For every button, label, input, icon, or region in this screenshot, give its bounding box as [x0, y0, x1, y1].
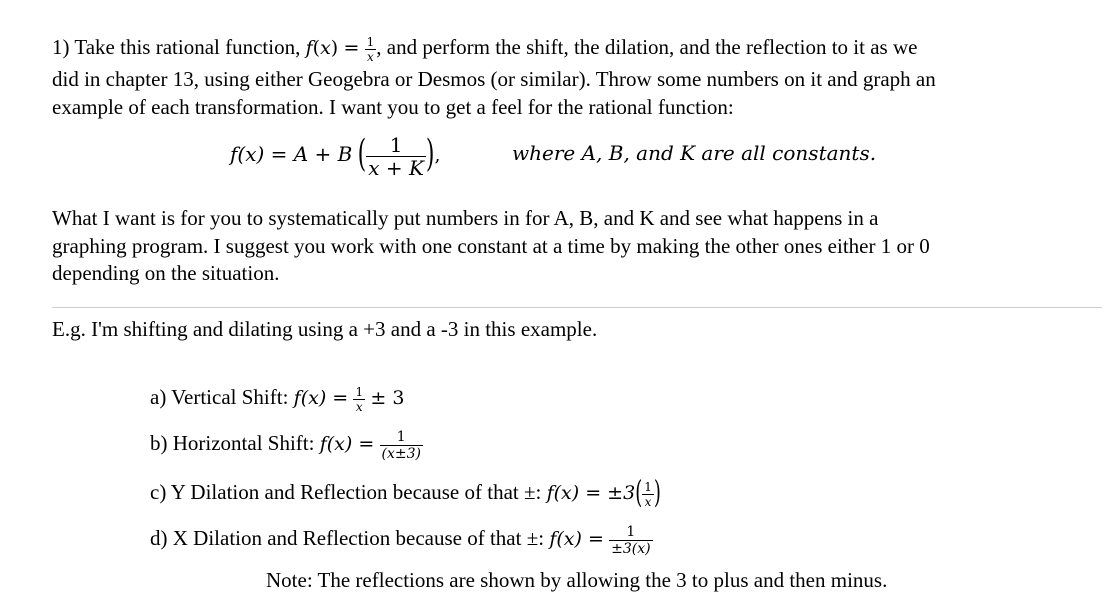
para2-line-3: depending on the situation. [52, 261, 280, 285]
example-intro: E.g. I'm shifting and dilating using a +3 and a -3 in this example. [52, 317, 598, 341]
inline-fraction-num: 1 [366, 34, 375, 49]
reflection-note: Note: The reflections are shown by allowing the 3 to plus and then minus. [266, 568, 888, 592]
problem-line-2: did in chapter 13, using either Geogebra or Desmos (or similar). Throw some numbers on it and graph an [52, 67, 936, 91]
item-d-lhs: f(x) = [549, 528, 604, 550]
item-c-lhs: f(x) = ±3 [546, 482, 636, 504]
item-b-den: (x±3) [381, 445, 421, 462]
formula-denominator: x + K [368, 155, 424, 180]
item-a-tail: ± 3 [370, 387, 405, 409]
para2-line-2: graphing program. I suggest you work with one constant at a time by making the other ones either 1 or 0 [52, 234, 930, 258]
item-a-fraction [353, 386, 365, 413]
intro-text-a: Take this rational function, [74, 35, 301, 59]
formula-numerator: 1 [366, 135, 426, 157]
item-d-label: d) X Dilation and Reflection because of that ±: [150, 526, 545, 550]
formula-where-clause: where A, B, and K are all constants. [512, 141, 877, 165]
inline-variable: x [320, 37, 331, 59]
inline-comma: , [376, 35, 382, 59]
item-c-den: x [644, 494, 652, 509]
section-divider [52, 307, 1102, 308]
formula-trailing-comma: , [434, 144, 441, 166]
item-d-den: ±3(x) [611, 540, 651, 557]
problem-number: 1) [52, 35, 70, 59]
item-b [150, 426, 423, 460]
formula-lhs: f(x) = A + B [230, 142, 353, 166]
general-formula: f(x) = A + B ( $\frac{1}{x + K}$ ), [230, 132, 441, 180]
intro-text-b: and perform the shift, the dilation, and the reflection to it as we [386, 35, 918, 59]
inline-equals: = [343, 37, 360, 59]
item-d-fraction [609, 525, 652, 556]
item-a-den: x [355, 399, 363, 414]
item-c: c) Y Dilation and Reflection because of that ±: f(x) = ±3( $\frac{1}{x}$ ) [150, 475, 661, 512]
problem-line-1: 1) Take this rational function, f(x) = $\frac{1}{x}$ , and perform the shift, the dilation, and the reflection to it as we [52, 34, 918, 64]
item-a-lhs: f(x) = [293, 387, 349, 409]
item-a-label: a) Vertical Shift: [150, 385, 289, 409]
problem-line-3: example of each transformation. I want you to get a feel for the rational function: [52, 95, 734, 119]
formula-fraction [366, 132, 426, 180]
item-c-fraction [642, 481, 654, 508]
item-b-num: 1 [380, 430, 423, 446]
item-d [150, 520, 653, 556]
item-c-label: c) Y Dilation and Reflection because of that ±: [150, 480, 542, 504]
item-b-lhs: f(x) = [319, 433, 375, 455]
item-d-num: 1 [609, 525, 652, 541]
inline-function-name: f [305, 37, 313, 59]
inline-fraction [365, 36, 377, 63]
item-b-label: b) Horizontal Shift: [150, 431, 315, 455]
inline-fraction-den: x [367, 49, 374, 64]
para2-line-1: What I want is for you to systematically put numbers in for A, B, and K and see what happens in a [52, 206, 879, 230]
item-a-num: 1 [355, 384, 364, 399]
item-b-fraction [380, 430, 423, 461]
item-c-num: 1 [644, 479, 652, 494]
item-a [150, 382, 404, 412]
